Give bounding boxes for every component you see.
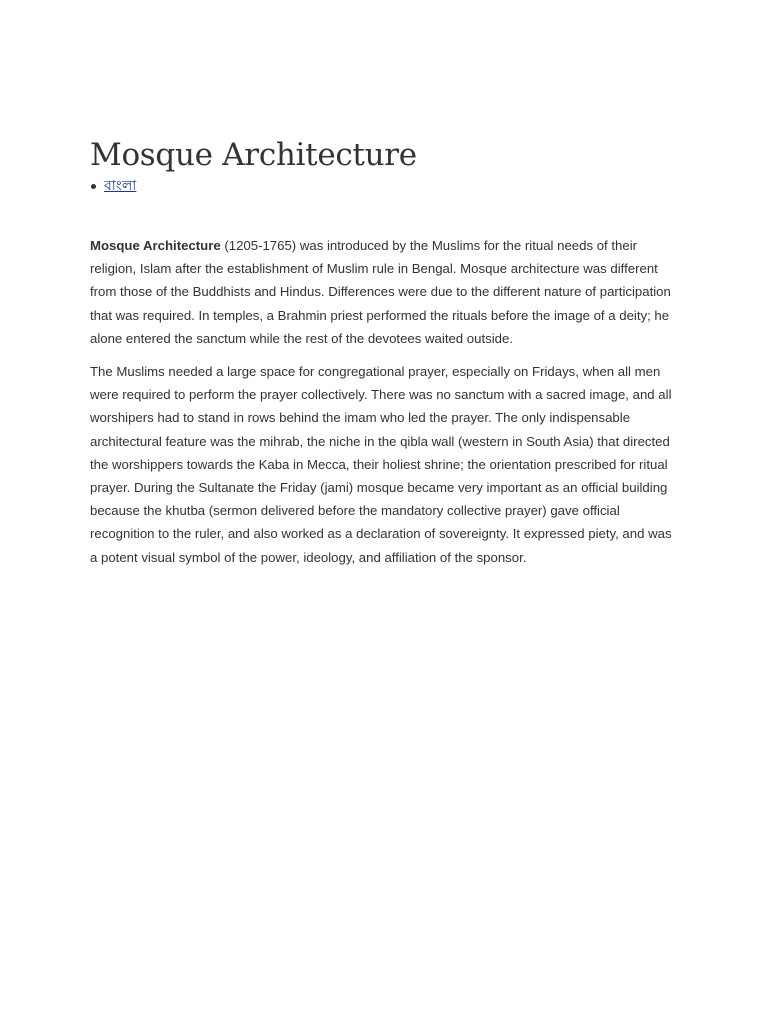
body-paragraph: The Muslims needed a large space for congregational prayer, especially on Fridays, when all men were required to perform the prayer collectively. There was no sanctum with a sacred image, and all worshipers had to stand in rows behind the imam who led the prayer. The only indispensable architectural feature was the mihrab, the niche in the qibla wall (western in South Asia) that directed the worshippers towards the Kaba in Mecca, their holiest shrine; the orientation prescribed for ritual prayer. During the Sultanate the Friday (jami) mosque became very important as an official building because the khutba (sermon delivered before the mandatory collective prayer) gave official recognition to the ruler, and also worked as a declaration of sovereignty. It expressed piety, and was a potent visual symbol of the power, ideology, and affiliation of the sponsor. [90, 364, 672, 565]
page-title: Mosque Architecture [90, 137, 417, 173]
language-list [90, 176, 680, 196]
intro-paragraph [90, 234, 680, 350]
bengali-language-link[interactable]: বাংলা [104, 178, 137, 194]
language-list-item [90, 176, 680, 196]
intro-bold-term: Mosque Architecture [90, 238, 221, 253]
bullet-icon [91, 184, 96, 189]
article [90, 134, 680, 569]
intro-text: (1205-1765) was introduced by the Muslims for the ritual needs of their religion, Islam after the establishment of Muslim rule in Bengal. Mosque architecture was different from those of the Buddhists and Hindus. Differences were due to the different nature of participation that was required. In temples, a Brahmin priest performed the rituals before the image of a deity; he alone entered the sanctum while the rest of the devotees waited outside. [90, 238, 671, 346]
